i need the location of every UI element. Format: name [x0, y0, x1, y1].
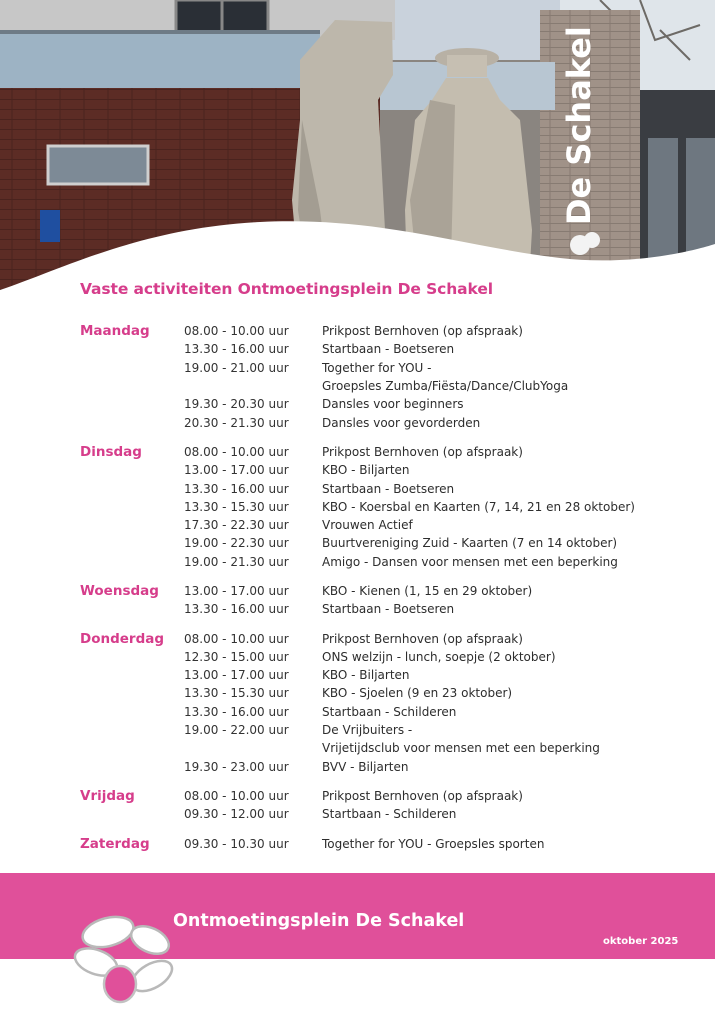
- activity-name: KBO - Kienen (1, 15 en 29 oktober): [322, 584, 533, 598]
- day-name: Woensdag: [80, 583, 159, 599]
- schedule-row: [80, 582, 680, 600]
- schedule-row: [80, 666, 680, 684]
- sign-text: De Schakel: [560, 26, 598, 225]
- activity-name: Prikpost Bernhoven (op afspraak): [322, 788, 523, 803]
- schedule-row: [80, 739, 680, 757]
- schedule-row: [80, 629, 680, 647]
- time-slot: 13.30 - 16.00 uur: [184, 342, 289, 357]
- time-slot: 13.30 - 16.00 uur: [184, 602, 289, 617]
- activity-name: KBO - Biljarten: [322, 463, 410, 478]
- activity-name: Startbaan - Boetseren: [322, 602, 455, 617]
- time-slot: 19.30 - 23.00 uur: [184, 759, 289, 774]
- day-block-woensdag: [80, 582, 680, 619]
- time-slot: 09.30 - 10.30 uur: [184, 836, 289, 851]
- schedule-row: [80, 377, 680, 395]
- activity-name: Buurtvereniging Zuid - Kaarten (7 en 14 oktober): [322, 536, 618, 551]
- activity-name: Prikpost Bernhoven (op afspraak): [322, 324, 523, 339]
- time-slot: 19.00 - 22.30 uur: [184, 536, 289, 551]
- schedule-row: [80, 600, 680, 618]
- time-slot: 13.30 - 15.30 uur: [184, 499, 289, 514]
- time-slot: 20.30 - 21.30 uur: [184, 415, 289, 430]
- schedule-row: [80, 498, 680, 516]
- activity-name: Together for YOU - Groepsles sporten: [322, 836, 545, 851]
- time-slot: 13.00 - 17.00 uur: [184, 584, 289, 598]
- time-slot: 19.00 - 21.00 uur: [184, 360, 289, 375]
- day-name: Zaterdag: [80, 835, 150, 852]
- schedule-row: [80, 648, 680, 666]
- time-slot: 09.30 - 12.00 uur: [184, 807, 289, 822]
- footer-date: oktober 2025: [603, 936, 679, 947]
- schedule-row: [80, 395, 680, 413]
- activity-name: KBO - Koersbal en Kaarten (7, 14, 21 en 28 oktober): [322, 499, 635, 514]
- day-name: Dinsdag: [80, 443, 142, 460]
- page-title: Vaste activiteiten Ontmoetingsplein De Schakel: [80, 280, 493, 298]
- activity-name: Startbaan - Schilderen: [322, 807, 457, 822]
- building-with-statues-photo: [0, 0, 715, 300]
- schedule-row: [80, 553, 680, 571]
- schedule-row: [80, 805, 680, 823]
- activity-name: Vrijetijdsclub voor mensen met een beperking: [322, 741, 600, 756]
- time-slot: 08.00 - 10.00 uur: [184, 631, 289, 646]
- schedule-row: [80, 443, 680, 461]
- schedule-row: [80, 758, 680, 776]
- time-slot: 19.30 - 20.30 uur: [184, 397, 289, 412]
- day-name: Donderdag: [80, 630, 165, 647]
- day-block-vrijdag: [80, 787, 680, 824]
- header-photo: [0, 0, 715, 300]
- activity-name: ONS welzijn - lunch, soepje (2 oktober): [322, 649, 556, 664]
- time-slot: 13.30 - 16.00 uur: [184, 704, 289, 719]
- activity-name: Together for YOU -: [322, 360, 432, 375]
- activity-name: Startbaan - Boetseren: [322, 481, 455, 496]
- activity-name: Groepsles Zumba/Fiësta/Dance/ClubYoga: [322, 379, 569, 394]
- activity-name: KBO - Biljarten: [322, 668, 410, 683]
- time-slot: 08.00 - 10.00 uur: [184, 444, 289, 459]
- time-slot: 13.00 - 17.00 uur: [184, 463, 289, 478]
- activity-name: Dansles voor gevorderden: [322, 415, 481, 430]
- activity-name: Startbaan - Schilderen: [322, 704, 457, 719]
- day-block-donderdag: [80, 629, 680, 775]
- schedule-row: [80, 534, 680, 552]
- day-name: Maandag: [80, 323, 150, 340]
- time-slot: 19.00 - 21.30 uur: [184, 554, 289, 569]
- time-slot: 08.00 - 10.00 uur: [184, 788, 289, 803]
- time-slot: 13.30 - 16.00 uur: [184, 481, 289, 496]
- schedule-row: [80, 721, 680, 739]
- schedule-row: [80, 359, 680, 377]
- flower-logo-icon: [70, 910, 182, 1006]
- time-slot: 08.00 - 10.00 uur: [184, 324, 289, 339]
- day-block-dinsdag: [80, 443, 680, 571]
- schedule-row: [80, 703, 680, 721]
- activity-name: Dansles voor beginners: [322, 397, 464, 412]
- schedule: [80, 322, 680, 864]
- activity-name: Prikpost Bernhoven (op afspraak): [322, 631, 523, 646]
- time-slot: 13.30 - 15.30 uur: [184, 686, 289, 701]
- schedule-row: [80, 787, 680, 805]
- time-slot: 13.00 - 17.00 uur: [184, 668, 289, 683]
- activity-name: KBO - Sjoelen (9 en 23 oktober): [322, 686, 513, 701]
- footer-title: Ontmoetingsplein De Schakel: [173, 911, 465, 931]
- day-block-zaterdag: [80, 834, 680, 852]
- schedule-row: [80, 322, 680, 340]
- activity-name: Prikpost Bernhoven (op afspraak): [322, 444, 523, 459]
- schedule-row: [80, 340, 680, 358]
- schedule-row: [80, 516, 680, 534]
- time-slot: 12.30 - 15.00 uur: [184, 649, 289, 664]
- day-block-maandag: [80, 322, 680, 432]
- day-name: Vrijdag: [80, 787, 135, 804]
- activity-name: BVV - Biljarten: [322, 759, 409, 774]
- schedule-row: [80, 479, 680, 497]
- time-slot: 17.30 - 22.30 uur: [184, 518, 289, 533]
- schedule-row: [80, 684, 680, 702]
- schedule-row: [80, 461, 680, 479]
- schedule-row: [80, 413, 680, 431]
- activity-name: Vrouwen Actief: [322, 518, 413, 533]
- activity-name: Startbaan - Boetseren: [322, 342, 455, 357]
- schedule-row: [80, 834, 680, 852]
- time-slot: 19.00 - 22.00 uur: [184, 723, 289, 738]
- activity-name: Amigo - Dansen voor mensen met een beperking: [322, 554, 618, 569]
- activity-name: De Vrijbuiters -: [322, 723, 413, 738]
